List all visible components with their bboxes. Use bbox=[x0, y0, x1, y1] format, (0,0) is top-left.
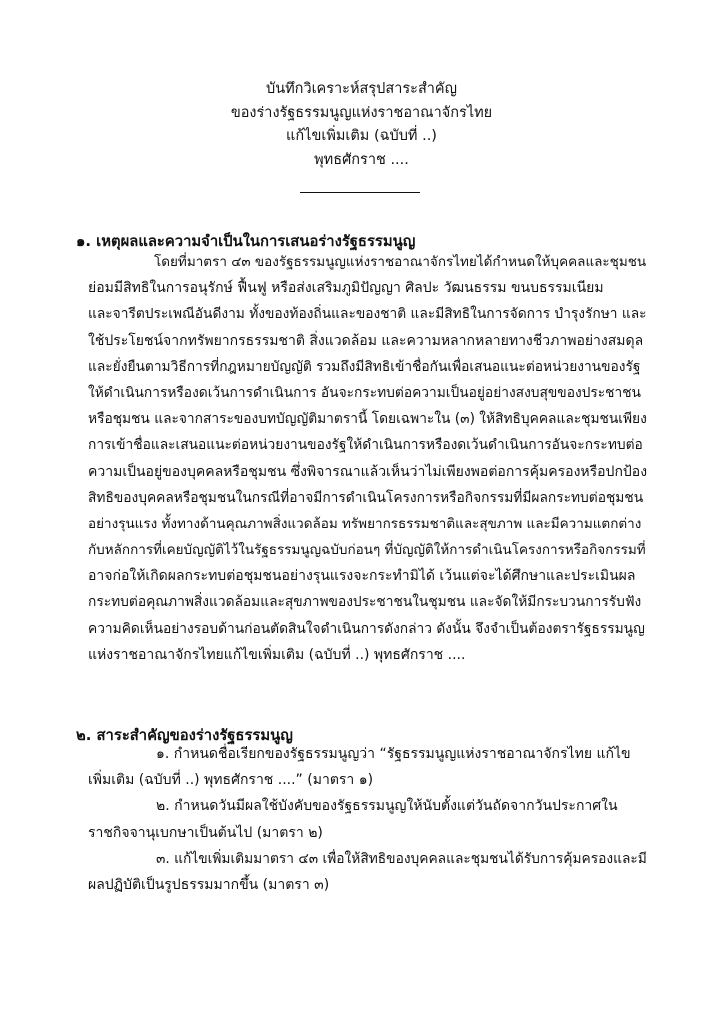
paragraph-line: กระทบต่อคุณภาพสิ่งแวดล้อมและสุขภาพของประชาชนในชุมชน และจัดให้มีกระบวนการรับฟัง bbox=[88, 594, 642, 611]
section-2-items bbox=[88, 741, 648, 898]
paragraph-line: ให้ดำเนินการหรืองดเว้นการดำเนินการ อันจะกระทบต่อความเป็นอยู่อย่างสงบสุขของประชาชน bbox=[88, 384, 641, 401]
title-line-4: พุทธศักราช .... bbox=[314, 151, 409, 168]
document-title bbox=[0, 78, 723, 172]
title-line-2: ของร่างรัฐธรรมนูญแห่งราชอาณาจักรไทย bbox=[230, 104, 493, 121]
list-item-3-line-1: ๓. แก้ไขเพิ่มเติมมาตรา ๔๓ เพื่อให้สิทธิของบุคคลและชุมชนได้รับการคุ้มครองและมี bbox=[156, 850, 647, 867]
paragraph-line: แห่งราชอาณาจักรไทยแก้ไขเพิ่มเติม (ฉบับที่ ..) พุทธศักราช .... bbox=[88, 646, 466, 663]
paragraph-line: กับหลักการที่เคยบัญญัติไว้ในรัฐธรรมนูญฉบับก่อนๆ ที่บัญญัติให้การดำเนินโครงการหรือกิจกรรมที่ bbox=[88, 542, 646, 559]
title-line-3: แก้ไขเพิ่มเติม (ฉบับที่ ..) bbox=[286, 128, 437, 144]
paragraph-line: ใช้ประโยชน์จากทรัพยากรธรรมชาติ สิ่งแวดล้อม และความหลากหลายทางชีวภาพอย่างสมดุล bbox=[88, 332, 644, 349]
paragraph-line: หรือชุมชน และจากสาระของบทบัญญัติมาตรานี้ โดยเฉพาะใน (๓) ให้สิทธิบุคคลและชุมชนเพียง bbox=[88, 411, 647, 428]
list-item-3-line-2: ผลปฏิบัติเป็นรูปธรรมมากขึ้น (มาตรา ๓) bbox=[88, 876, 330, 893]
list-item-1-line-2: เพิ่มเติม (ฉบับที่ ..) พุทธศักราช ....” (มาตรา ๑) bbox=[88, 772, 374, 789]
paragraph-line: การเข้าชื่อและเสนอแนะต่อหน่วยงานของรัฐให้ดำเนินการหรืองดเว้นดำเนินการอันจะกระทบต่อ bbox=[88, 437, 643, 454]
title-line-1: บันทึกวิเคราะห์สรุปสาระสำคัญ bbox=[266, 81, 457, 97]
paragraph-line: ความเป็นอยู่ของบุคคลหรือชุมชน ซึ่งพิจารณาแล้วเห็นว่าไม่เพียงพอต่อการคุ้มครองหรือปกป้อง bbox=[88, 463, 648, 480]
paragraph-line: อาจก่อให้เกิดผลกระทบต่อชุมชนอย่างรุนแรงจะกระทำมิได้ เว้นแต่จะได้ศึกษาและประเมินผล bbox=[88, 568, 636, 585]
paragraph-line: โดยที่มาตรา ๔๓ ของรัฐธรรมนูญแห่งราชอาณาจักรไทยได้กำหนดให้บุคคลและชุมชน bbox=[154, 254, 647, 270]
section-1-paragraph bbox=[88, 249, 648, 668]
paragraph-line: และจารีตประเพณีอันดีงาม ทั้งของท้องถิ่นและของชาติ และมีสิทธิในการจัดการ บำรุงรักษา และ bbox=[88, 306, 647, 323]
paragraph-line: อย่างรุนแรง ทั้งทางด้านคุณภาพสิ่งแวดล้อม ทรัพยากรธรรมชาติและสุขภาพ และมีความแตกต่าง bbox=[88, 515, 642, 532]
list-item-1-line-1: ๑. กำหนดชื่อเรียกของรัฐธรรมนูญว่า “รัฐธรรมนูญแห่งราชอาณาจักรไทย แก้ไข bbox=[156, 746, 631, 762]
paragraph-line: และยั่งยืนตามวิธีการที่กฎหมายบัญญัติ รวมถึงมีสิทธิเข้าชื่อกันเพื่อเสนอแนะต่อหน่วยงานของรัฐ bbox=[88, 358, 641, 375]
list-item-2-line-2: ราชกิจจานุเบกษาเป็นต้นไป (มาตรา ๒) bbox=[88, 824, 323, 841]
section-1-heading: ๑. เหตุผลและความจำเป็นในการเสนอร่างรัฐธรรมนูญ bbox=[76, 233, 416, 250]
section-2-heading: ๒. สาระสำคัญของร่างรัฐธรรมนูญ bbox=[76, 727, 293, 744]
paragraph-line: ย่อมมีสิทธิในการอนุรักษ์ ฟื้นฟู หรือส่งเสริมภูมิปัญญา ศิลปะ วัฒนธรรม ขนบธรรมเนียม bbox=[88, 280, 604, 297]
paragraph-line: สิทธิของบุคคลหรือชุมชนในกรณีที่อาจมีการดำเนินโครงการหรือกิจกรรมที่มีผลกระทบต่อชุมชน bbox=[88, 489, 644, 506]
list-item-2-line-1: ๒. กำหนดวันมีผลใช้บังคับของรัฐธรรมนูญให้นับตั้งแต่วันถัดจากวันประกาศใน bbox=[156, 798, 618, 815]
paragraph-line: ความคิดเห็นอย่างรอบด้านก่อนตัดสินใจดำเนินการดังกล่าว ดังนั้น จึงจำเป็นต้องตรารัฐธรรมนูญ bbox=[88, 620, 645, 637]
title-divider bbox=[300, 192, 420, 193]
